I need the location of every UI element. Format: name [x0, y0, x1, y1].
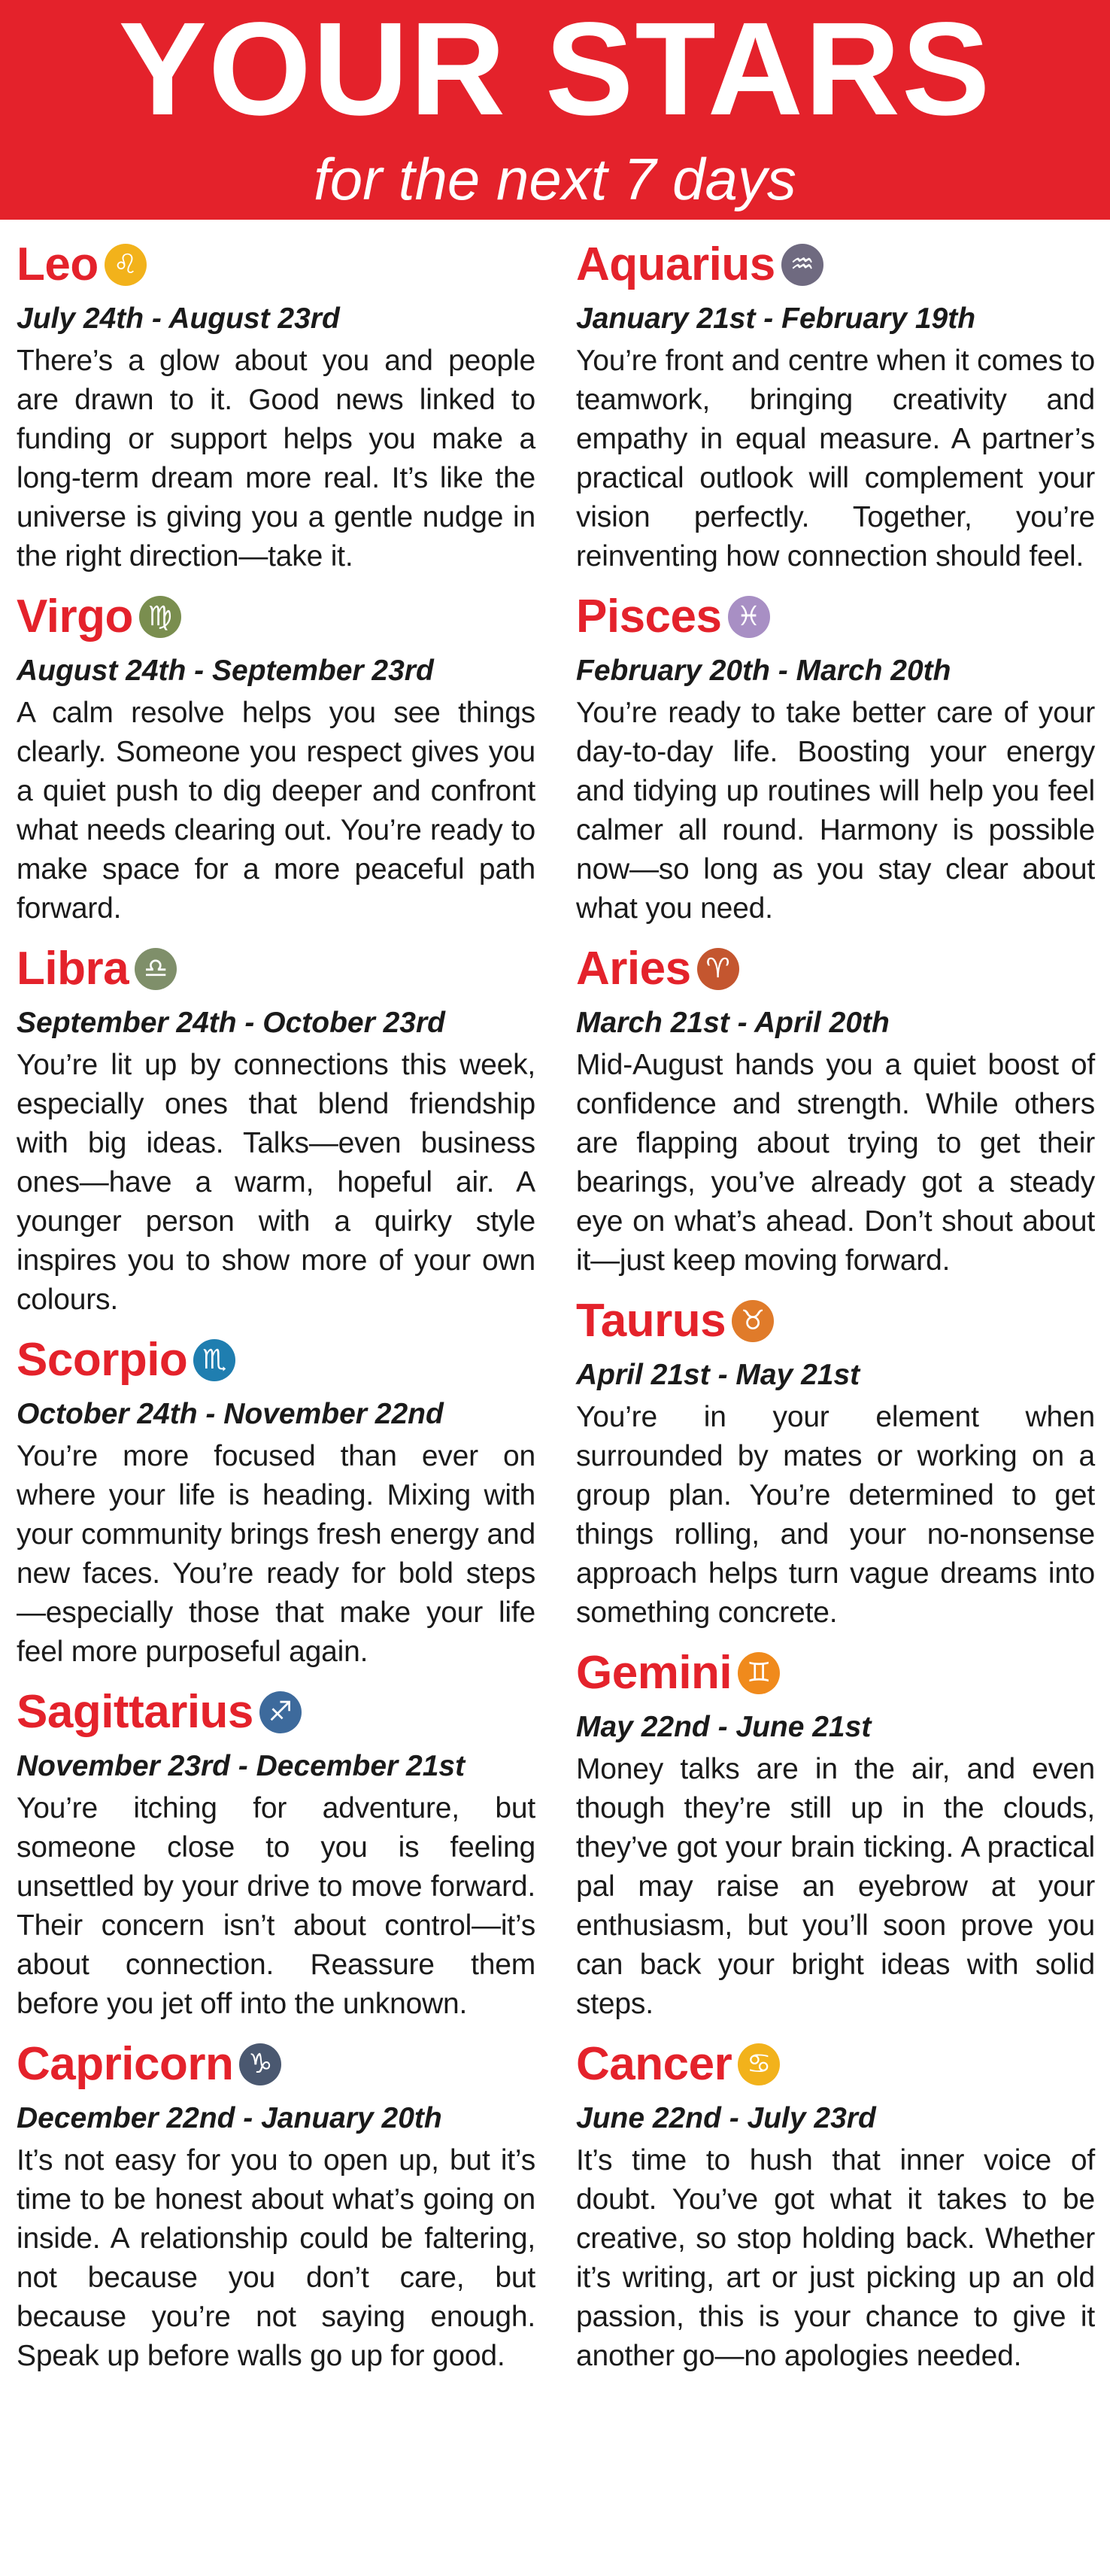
taurus-icon: ♉︎: [732, 1300, 774, 1342]
sign-section-pisces: [576, 587, 1095, 928]
aries-icon: ♈︎: [697, 948, 739, 990]
sign-section-virgo: [17, 587, 535, 928]
sign-section-scorpio: [17, 1330, 535, 1672]
sign-dates: June 22nd - July 23rd: [576, 2102, 876, 2134]
sign-dates: September 24th - October 23rd: [17, 1007, 445, 1039]
sign-section-aries: [576, 939, 1095, 1280]
sign-forecast-text: You’re ready to take better care of your day-to-day life. Boosting your energy and tidying up routines will help you feel calmer all round. Harmony is possible now—so long as you stay clear about what you need.: [576, 697, 1095, 925]
sign-forecast-text: It’s time to hush that inner voice of doubt. You’ve got what it takes to be creative, so stop holding back. Whether it’s writing, art or just picking up an old passion, this is your chance to give it another go—no apologies needed.: [576, 2144, 1095, 2372]
sign-heading: [17, 2034, 535, 2095]
sign-dates: August 24th - September 23rd: [17, 655, 434, 687]
sign-heading: [576, 1291, 1095, 1351]
sign-name: Sagittarius: [17, 1686, 253, 1738]
sign-forecast-text: Mid-August hands you a quiet boost of confidence and strength. While others are flapping about trying to get their bearings, you’ve already got a steady eye on what’s ahead. Don’t shout about it—just keep moving forward.: [576, 1049, 1095, 1277]
sagittarius-icon: ♐︎: [259, 1691, 302, 1733]
header-banner: [0, 0, 1110, 220]
sign-dates: January 21st - February 19th: [576, 302, 976, 335]
sign-forecast-text: It’s not easy for you to open up, but it’s time to be honest about what’s going on inside. A relationship could be faltering, not because you don’t care, but because you’re not saying enough. Speak up before walls go up for good.: [17, 2144, 535, 2372]
sign-heading: [576, 587, 1095, 647]
sign-forecast-text: Money talks are in the air, and even though they’re still up in the clouds, they’ve got your brain ticking. A practical pal may raise an eyebrow at your enthusiasm, but you’ll soon prove you can back your bright ideas with solid steps.: [576, 1753, 1095, 2020]
sign-heading: [576, 2034, 1095, 2095]
sign-name: Cancer: [576, 2038, 732, 2090]
sign-section-sagittarius: [17, 1682, 535, 2024]
sign-forecast-text: You’re itching for adventure, but someone close to you is feeling unsettled by your drive to move forward. Their concern isn’t about control—it’s about connection. Reassure them before you jet off into the unknown.: [17, 1792, 535, 2020]
sign-dates: October 24th - November 22nd: [17, 1398, 444, 1430]
sign-dates: December 22nd - January 20th: [17, 2102, 442, 2134]
sign-dates: March 21st - April 20th: [576, 1007, 890, 1039]
sign-section-capricorn: [17, 2034, 535, 2376]
sign-forecast-text: There’s a glow about you and people are drawn to it. Good news linked to funding or support helps you make a long-term dream more real. It’s like the universe is giving you a gentle nudge in the right direction—take it.: [17, 345, 535, 573]
sign-forecast-text: You’re more focused than ever on where your life is heading. Mixing with your community brings fresh energy and new faces. You’re ready for bold steps—especially those that make your life feel more purposeful again.: [17, 1440, 535, 1668]
libra-icon: ♎︎: [135, 948, 177, 990]
sign-name: Aquarius: [576, 238, 775, 290]
sign-name: Virgo: [17, 591, 133, 642]
virgo-icon: ♍︎: [139, 596, 181, 638]
sign-heading: [576, 939, 1095, 999]
sign-heading: [576, 235, 1095, 295]
sign-name: Gemini: [576, 1647, 732, 1699]
left-column: [17, 235, 535, 2386]
sign-forecast-text: You’re front and centre when it comes to teamwork, bringing creativity and empathy in equal measure. A partner’s practical outlook will complement your vision perfectly. Together, you’re reinventing how connection should feel.: [576, 345, 1095, 573]
sign-dates: May 22nd - June 21st: [576, 1711, 872, 1743]
sign-forecast-text: A calm resolve helps you see things clearly. Someone you respect gives you a quiet push to dig deeper and confront what needs clearing out. You’re ready to make space for a more peaceful path forward.: [17, 697, 535, 925]
page-subtitle: for the next 7 days: [314, 146, 796, 212]
capricorn-icon: ♑︎: [239, 2043, 281, 2085]
sign-name: Pisces: [576, 591, 722, 642]
horoscope-columns: [0, 220, 1110, 2386]
sign-name: Libra: [17, 943, 129, 995]
sign-heading: [17, 1330, 535, 1390]
sign-heading: [576, 1643, 1095, 1703]
sign-section-cancer: [576, 2034, 1095, 2376]
sign-name: Taurus: [576, 1295, 726, 1347]
sign-heading: [17, 587, 535, 647]
cancer-icon: ♋︎: [738, 2043, 780, 2085]
sign-heading: [17, 939, 535, 999]
sign-forecast-text: You’re lit up by connections this week, especially ones that blend friendship with big ideas. Talks—even business ones—have a warm, hopeful air. A younger person with a quirky style inspires you to show more of your own colours.: [17, 1049, 535, 1316]
sign-section-gemini: [576, 1643, 1095, 2024]
page-title: YOUR STARS: [118, 0, 992, 143]
sign-section-taurus: [576, 1291, 1095, 1633]
gemini-icon: ♊︎: [738, 1652, 780, 1694]
sign-heading: [17, 235, 535, 295]
sign-heading: [17, 1682, 535, 1742]
sign-name: Aries: [576, 943, 691, 995]
sign-name: Leo: [17, 238, 99, 290]
sign-section-libra: [17, 939, 535, 1320]
sign-dates: November 23rd - December 21st: [17, 1750, 466, 1782]
sign-section-leo: [17, 235, 535, 576]
leo-icon: ♌︎: [105, 244, 147, 286]
sign-forecast-text: You’re in your element when surrounded by mates or working on a group plan. You’re determined to get things rolling, and your no-nonsense approach helps turn vague dreams into something concrete.: [576, 1401, 1095, 1629]
pisces-icon: ♓︎: [728, 596, 770, 638]
sign-dates: February 20th - March 20th: [576, 655, 951, 687]
sign-dates: April 21st - May 21st: [576, 1359, 860, 1391]
sign-name: Capricorn: [17, 2038, 234, 2090]
right-column: [576, 235, 1095, 2386]
sign-dates: July 24th - August 23rd: [17, 302, 340, 335]
sign-name: Scorpio: [17, 1334, 188, 1386]
aquarius-icon: ♒︎: [781, 244, 823, 286]
scorpio-icon: ♏︎: [193, 1339, 235, 1381]
sign-section-aquarius: [576, 235, 1095, 576]
